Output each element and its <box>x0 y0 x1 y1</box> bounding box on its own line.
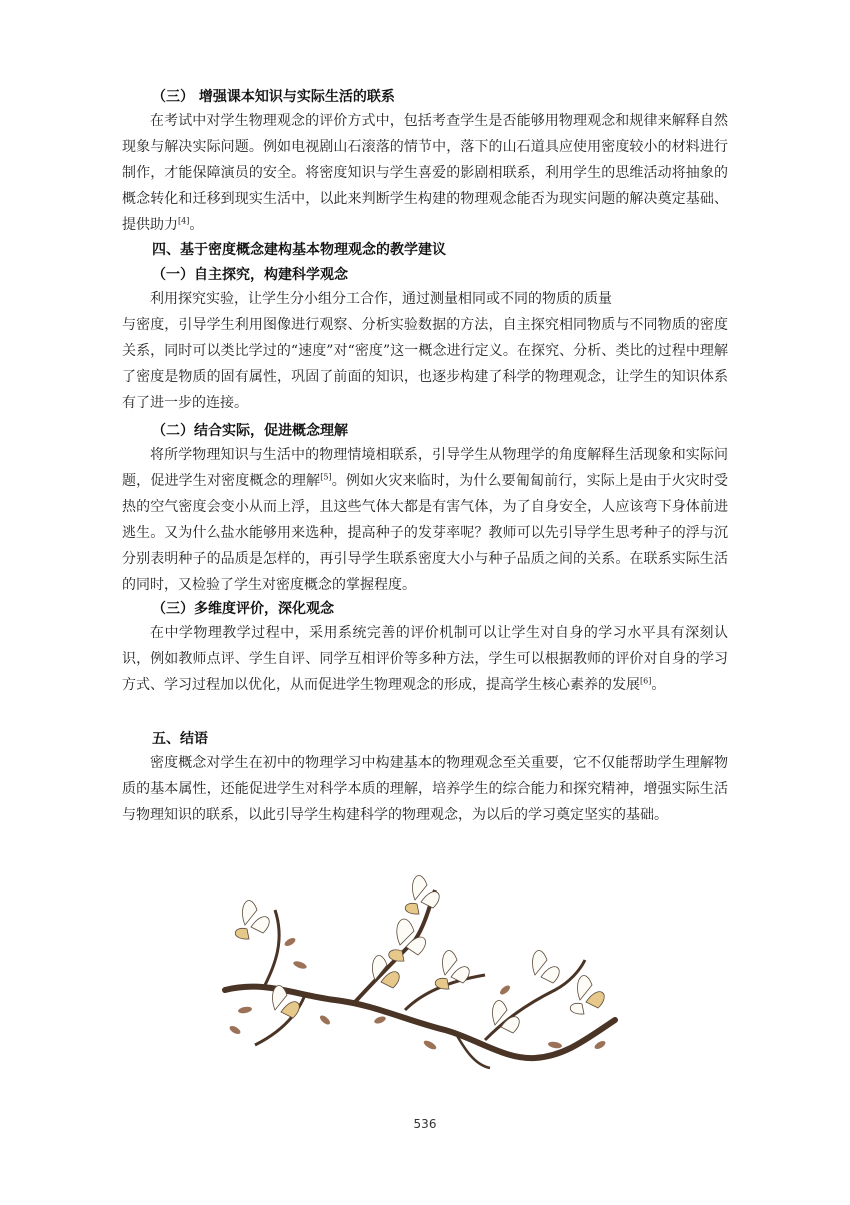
section-heading: 四、基于密度概念建构基本物理观念的教学建议 <box>152 242 446 258</box>
section-heading: （三）多维度评价，深化观念 <box>152 601 334 617</box>
paragraph: 在考试中对学生物理观念的评价方式中，包括考查学生是否能够用物理观念和规律来解释自然现象与解决实际问题。例如电视剧山石滚落的情节中，落下的山石道具应使用密度较小的材料进行制作，才能保障演员的安全。将密度知识与学生喜爱的影剧相联系，利用学生的思维活动将抽象的概念转化和迁移到现实生活中，以此来判断学生构建的物理观念能否为现实问题的解决奠定基础、提供助力[4]。 <box>122 113 728 233</box>
section-heading: （二）结合实际，促进概念理解 <box>152 423 348 439</box>
section-heading: （三） 增强课本知识与实际生活的联系 <box>152 89 395 105</box>
citation-ref: [4] <box>178 216 190 226</box>
citation-ref: [6] <box>640 676 652 686</box>
paragraph: 密度概念对学生在初中的物理学习中构建基本的物理观念至关重要，它不仅能帮助学生理解物质的基本属性，还能促进学生对科学本质的理解，培养学生的综合能力和探究精神，增强实际生活与物理知识的联系，以此引导学生构建科学的物理观念，为以后的学习奠定坚实的基础。 <box>122 755 728 823</box>
paragraph: 将所学物理知识与生活中的物理情境相联系，引导学生从物理学的角度解释生活现象和实际问题，促进学生对密度概念的理解[5]。例如火灾来临时，为什么要匍匐前行，实际上是由于火灾时受热的空气密度会变小从而上浮，且这些气体大都是有害气体，为了自身安全，人应该弯下身体前进逃生。又为什么盐水能够用来选种，提高种子的发芽率呢？教师可以先引导学生思考种子的浮与沉分别表明种子的品质是怎样的，再引导学生联系密度大小与种子品质之间的关系。在联系实际生活的同时，又检验了学生对密度概念的掌握程度。 <box>122 447 728 593</box>
magnolia-branch-painting <box>225 876 615 1068</box>
paragraph: 与密度，引导学生利用图像进行观察、分析实验数据的方法，自主探究相同物质与不同物质的密度关系，同时可以类比学过的“速度”对“密度”这一概念进行定义。在探究、分析、类比的过程中理解了密度是物质的固有属性，巩固了前面的知识，也逐步构建了科学的物理观念，让学生的知识体系有了进一步的连接。 <box>122 317 728 411</box>
paragraph: 在中学物理教学过程中，采用系统完善的评价机制可以让学生对自身的学习水平具有深刻认识，例如教师点评、学生自评、同学互相评价等多种方法，学生可以根据教师的评价对自身的学习方式、学习过程加以优化，从而促进学生物理观念的形成，提高学生核心素养的发展[6]。 <box>122 625 728 693</box>
magnolia-branch-icon <box>205 870 635 1070</box>
section-heading: 五、结语 <box>152 731 208 747</box>
section-heading: （一）自主探究，构建科学观念 <box>152 267 348 283</box>
citation-ref: [5] <box>320 472 332 482</box>
paragraph: 利用探究实验，让学生分小组分工合作，通过测量相同或不同的物质的质量 <box>150 291 612 307</box>
page-number: 536 <box>413 1117 437 1131</box>
